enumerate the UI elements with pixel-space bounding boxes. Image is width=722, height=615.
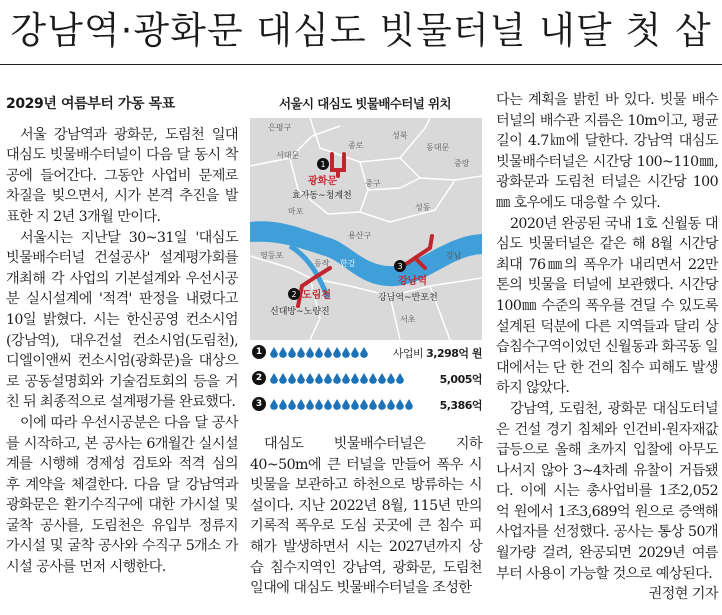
cost-drops <box>270 370 404 388</box>
cost-amount: 5,005억 <box>439 373 482 386</box>
paragraph: 2020년 완공된 국내 1호 신월동 대심도 빗물터널은 같은 해 8월 시간당 최대 76㎜의 폭우가 내리면서 22만 톤의 빗물을 터널에 보관했다. 시간당 100㎜ 수준의 폭우를 견딜 수 있도록 설계된 덕분에 다른 지역들과 달리 상습침수구역이었던 신월동과 화곡동 일대에서는 단 한 건의 침수 피해도 발생하지 않았다. <box>496 215 718 397</box>
water-drop-icon <box>306 373 314 384</box>
water-drop-icon <box>387 373 395 384</box>
river-label: 한강 <box>340 259 356 268</box>
site-number-badge: 1 <box>252 345 266 359</box>
headline-rule <box>0 64 722 65</box>
water-drop-icon <box>342 399 350 410</box>
cost-drops <box>270 344 368 362</box>
water-drop-icon <box>351 347 359 358</box>
district-label: 은평구 <box>268 123 292 132</box>
water-drop-icon <box>360 399 368 410</box>
district-label: 영등포 <box>260 251 284 260</box>
water-drop-icon <box>288 399 296 410</box>
water-drop-icon <box>297 373 305 384</box>
cost-row <box>252 344 484 362</box>
water-drop-icon <box>306 399 314 410</box>
water-drop-icon <box>315 399 323 410</box>
water-drop-icon <box>360 373 368 384</box>
site-route: 강남역~반포천 <box>378 293 438 303</box>
paragraph: 대심도 빗물배수터널은 지하 40~50m에 큰 터널을 만들어 폭우 시 빗물을 보관하고 하천으로 방류하는 시설이다. 지난 2022년 8월, 115년 만의 기록적 폭우로 도심 곳곳에 큰 침수 피해가 발생하면서 시는 2027년까지 상습 침수지역인 강남역, 광화문, 도림천 일대에 대심도 빗물배수터널을 조성한 <box>250 436 482 597</box>
water-drop-icon <box>333 399 341 410</box>
water-drop-icon <box>315 373 323 384</box>
water-drop-icon <box>288 347 296 358</box>
site-number: 1 <box>320 160 326 169</box>
water-drop-icon <box>333 373 341 384</box>
cost-label <box>440 397 482 413</box>
water-drop-icon <box>279 399 287 410</box>
paragraph: 서울시는 지난달 30~31일 '대심도 빗물배수터널 건설공사' 설계평가회를 개최해 각 사업의 기본설계와 우선시공분 실시설계에 '적격' 판정을 내렸다고 10일 밝혔다. 시는 한신공영 컨소시엄(강남역), 대우건설 컨소시엄(도림천), 디엘이앤씨 컨소시엄(광화문)을 대상으로 공동설명회와 기술검토회의 등을 거친 뒤 최종적으로 설계평가를 완료했다. <box>6 229 238 411</box>
site-route: 효자동~청계천 <box>292 191 352 201</box>
headline: 강남역·광화문 대심도 빗물터널 내달 첫 삽 <box>10 9 712 52</box>
water-drop-icon <box>396 373 404 384</box>
article-column-1 <box>6 90 238 578</box>
water-drop-icon <box>369 373 377 384</box>
cost-amount: 5,386억 <box>439 399 482 412</box>
water-drop-icon <box>351 399 359 410</box>
water-drop-icon <box>288 373 296 384</box>
water-drop-icon <box>279 373 287 384</box>
cost-label <box>393 345 482 361</box>
water-drop-icon <box>324 399 332 410</box>
district-label: 서초 <box>400 315 416 324</box>
water-drop-icon <box>297 347 305 358</box>
site-number: 3 <box>397 262 403 271</box>
site-number: 2 <box>291 290 297 299</box>
site-name: 도림천 <box>302 290 331 301</box>
district-label: 중구 <box>365 179 381 188</box>
district-label: 서대문 <box>276 151 300 160</box>
paragraph: 강남역, 도림천, 광화문 대심도터널은 건설 경기 침체와 인건비·원자재값 급등으로 올해 초까지 입찰에 아무도 나서지 않아 3~4차례 유찰이 거듭됐다. 이에 시는 총사업비를 1조2,052억 원에서 1조3,689억 원으로 증액해 사업자를 선정했다. 공사는 통상 50개월가량 걸려, 완공되면 2029년 여름부터 사용이 가능할 것으로 예상된다. <box>496 400 718 582</box>
water-drop-icon <box>279 347 287 358</box>
district-label: 성북 <box>392 131 408 140</box>
district-label: 강남 <box>446 251 462 260</box>
water-drop-icon <box>387 399 395 410</box>
water-drop-icon <box>342 373 350 384</box>
district-label: 동대문 <box>426 143 450 152</box>
article-column-3 <box>496 90 718 605</box>
water-drop-icon <box>270 373 278 384</box>
water-drop-icon <box>405 399 413 410</box>
water-drop-icon <box>342 347 350 358</box>
water-drop-icon <box>333 347 341 358</box>
water-drop-icon <box>351 373 359 384</box>
subheadline: 2029년 여름부터 가동 목표 <box>6 96 175 112</box>
site-route: 신대방~노량진 <box>270 307 330 317</box>
water-drop-icon <box>324 347 332 358</box>
cost-prefix: 사업비 <box>392 347 424 360</box>
water-drop-icon <box>297 399 305 410</box>
site-number-badge: 3 <box>252 397 266 411</box>
district-label: 성동 <box>415 203 431 212</box>
water-drop-icon <box>378 399 386 410</box>
tunnel-location-map <box>250 118 482 340</box>
water-drop-icon <box>396 399 404 410</box>
graphic-title: 서울시 대심도 빗물배수터널 위치 <box>279 96 451 111</box>
water-drop-icon <box>378 373 386 384</box>
district-label: 용산구 <box>348 231 372 240</box>
paragraph: 다는 계획을 밝힌 바 있다. 빗물 배수터널의 배수관 지름은 10m이고, 평균 길이 4.7㎞에 달한다. 강남역 대심도 빗물배수터널은 시간당 100~110㎜, 광화문과 도림천 터널은 시간당 100㎜ 호우에도 대응할 수 있다. <box>496 92 718 211</box>
district-label: 종로 <box>348 141 364 150</box>
article-column-2 <box>250 434 482 599</box>
water-drop-icon <box>324 373 332 384</box>
water-drop-icon <box>270 347 278 358</box>
water-drop-icon <box>315 347 323 358</box>
water-drop-icon <box>270 399 278 410</box>
water-drop-icon <box>360 347 368 358</box>
water-drop-icon <box>306 347 314 358</box>
district-label: 마포 <box>288 207 304 216</box>
cost-row <box>252 396 484 414</box>
site-name: 강남역 <box>398 276 427 287</box>
cost-row <box>252 370 484 388</box>
paragraph: 이에 따라 우선시공분은 다음 달 공사를 시작하고, 본 공사는 6개월간 실시설계를 시행해 경제성 검토와 적격 심의 후 계약을 체결한다. 다음 달 강남역과 광화문은 환기수직구에 대한 가시설 및 굴착 공사를, 도림천은 유입부 정류지 가시설 및 굴착 공사와 수직구 5개소 가시설 공사를 먼저 시행한다. <box>6 414 238 576</box>
district-label: 중랑 <box>454 159 470 168</box>
cost-drops <box>270 396 413 414</box>
water-drop-icon <box>369 399 377 410</box>
site-number-badge: 2 <box>252 371 266 385</box>
byline: 권정현 기자 <box>648 586 718 603</box>
cost-amount: 3,298억 원 <box>426 347 482 360</box>
cost-label <box>440 371 482 387</box>
paragraph: 서울 강남역과 광화문, 도림천 일대 대심도 빗물배수터널이 다음 달 동시 착공에 들어간다. 그동안 사업비 문제로 차질을 빚으면서, 시가 본격 추진을 발표한 지 2년 3개월 만이다. <box>6 126 238 225</box>
district-label: 동작 <box>314 259 330 268</box>
site-name: 광화문 <box>308 176 337 187</box>
